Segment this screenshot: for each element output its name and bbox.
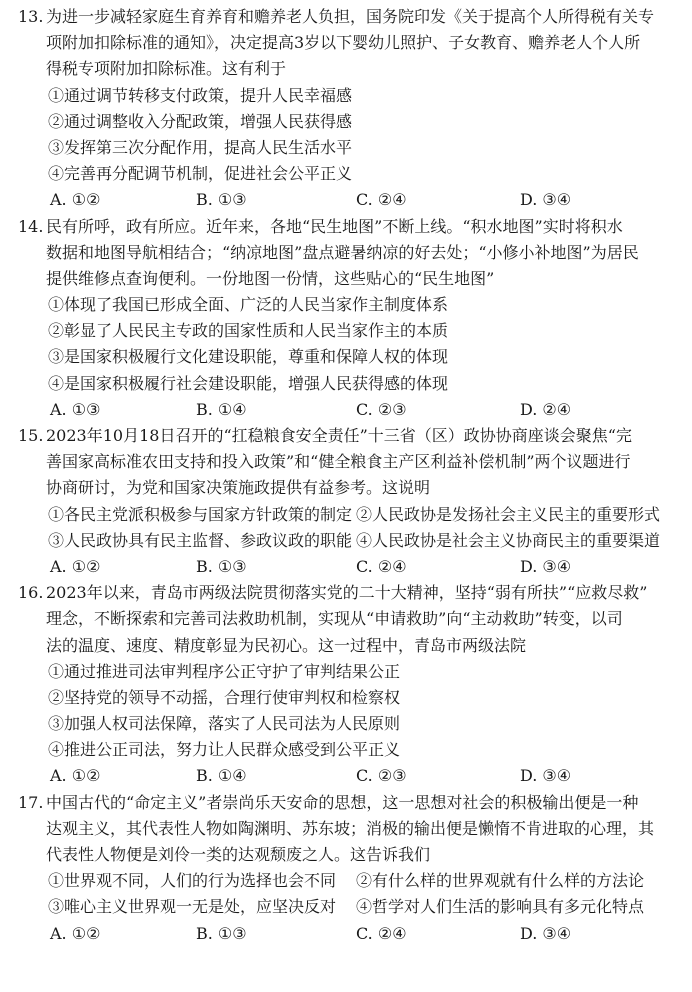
statement-option: ③发挥第三次分配作用，提高人民生活水平 bbox=[48, 137, 353, 157]
answer-choice-c: C. ②④ bbox=[356, 923, 407, 943]
question-stem: 项附加扣除标准的通知》，决定提高3岁以下婴幼儿照护、子女教育、赡养老人个人所 bbox=[46, 33, 641, 53]
question-stem: 提供维修点查询便利。一份地图一份情，这些贴心的“民生地图” bbox=[46, 268, 495, 288]
statement-option: ③唯心主义世界观一无是处，应坚决反对 bbox=[48, 897, 337, 917]
question-stem: 善国家高标准农田支持和投入政策”和“健全粮食主产区利益补偿机制”两个议题进行 bbox=[46, 452, 631, 472]
question-14 bbox=[0, 214, 692, 424]
answer-choice-c: C. ②④ bbox=[356, 190, 407, 210]
statement-option: ②坚持党的领导不动摇，合理行使审判权和检察权 bbox=[48, 687, 401, 707]
answer-choice-a: A. ①② bbox=[50, 190, 101, 210]
answer-choice-d: D. ②④ bbox=[520, 399, 572, 419]
question-stem: 2023年10月18日召开的“扛稳粮食安全责任”十三省（区）政协协商座谈会聚焦“完 bbox=[46, 426, 632, 445]
question-stem: 达观主义，其代表性人物如陶渊明、苏东坡；消极的输出便是懒惰不肯进取的心理，其 bbox=[46, 818, 655, 838]
statement-option: ④推进公正司法，努力让人民群众感受到公平正义 bbox=[48, 740, 401, 760]
answer-choice-c: C. ②③ bbox=[356, 766, 407, 786]
answer-choice-c: C. ②③ bbox=[356, 399, 407, 419]
statement-option: ④完善再分配调节机制，促进社会公平正义 bbox=[48, 164, 353, 184]
answer-choice-b: B. ①③ bbox=[196, 190, 247, 210]
question-number: 15. bbox=[18, 426, 44, 445]
answer-choice-d: D. ③④ bbox=[520, 923, 572, 943]
question-number: 13. bbox=[18, 7, 44, 26]
statement-option: ④人民政协是社会主义协商民主的重要渠道 bbox=[356, 530, 661, 550]
statement-option: ②彰显了人民民主专政的国家性质和人民当家作主的本质 bbox=[48, 321, 449, 341]
question-stem: 为进一步减轻家庭生育养育和赡养老人负担，国务院印发《关于提高个人所得税有关专 bbox=[46, 7, 655, 26]
answer-choice-b: B. ①③ bbox=[196, 923, 247, 943]
question-stem: 代表性人物便是刘伶一类的达观颓废之人。这告诉我们 bbox=[46, 845, 431, 864]
statement-option: ③人民政协具有民主监督、参政议政的职能 bbox=[48, 530, 353, 550]
question-number: 14. bbox=[18, 216, 44, 236]
answer-choice-a: A. ①② bbox=[50, 766, 101, 786]
question-stem: 法的温度、速度、精度彰显为民初心。这一过程中，青岛市两级法院 bbox=[46, 635, 527, 655]
question-stem: 民有所呼，政有所应。近年来，各地“民生地图”不断上线。“积水地图”实时将积水 bbox=[46, 216, 623, 236]
answer-choice-a: A. ①② bbox=[50, 923, 101, 943]
question-number: 17. bbox=[18, 792, 44, 812]
statement-option: ②有什么样的世界观就有什么样的方法论 bbox=[356, 871, 645, 891]
question-15 bbox=[0, 423, 692, 580]
question-stem: 得税专项附加扣除标准。这有利于 bbox=[46, 59, 287, 79]
answer-choice-d: D. ③④ bbox=[520, 766, 572, 786]
statement-option: ④是国家积极履行社会建设职能，增强人民获得感的体现 bbox=[48, 373, 449, 393]
question-16 bbox=[0, 580, 692, 790]
statement-option: ①通过推进司法审判程序公正守护了审判结果公正 bbox=[48, 661, 401, 681]
question-stem: 协商研讨，为党和国家决策施政提供有益参考。这说明 bbox=[46, 478, 431, 498]
statement-option: ②人民政协是发扬社会主义民主的重要形式 bbox=[356, 504, 661, 524]
statement-option: ①体现了我国已形成全面、广泛的人民当家作主制度体系 bbox=[48, 295, 449, 315]
statement-option: ①世界观不同，人们的行为选择也会不同 bbox=[48, 871, 337, 891]
answer-choice-b: B. ①④ bbox=[196, 399, 247, 419]
question-stem: 中国古代的“命定主义”者崇尚乐天安命的思想，这一思想对社会的积极输出便是一种 bbox=[46, 792, 639, 812]
question-13 bbox=[0, 4, 692, 214]
statement-option: ①各民主党派积极参与国家方针政策的制定 bbox=[48, 504, 353, 524]
question-number: 16. bbox=[18, 583, 44, 603]
question-stem: 2023年以来，青岛市两级法院贯彻落实党的二十大精神，坚持“弱有所扶”“应救尽救” bbox=[46, 583, 648, 603]
question-stem: 理念，不断探索和完善司法救助机制，实现从“申请救助”向“主动救助”转变，以司 bbox=[46, 609, 623, 629]
answer-choice-a: A. ①② bbox=[50, 556, 101, 576]
exam-page bbox=[0, 4, 692, 947]
statement-option: ①通过调节转移支付政策，提升人民幸福感 bbox=[48, 85, 353, 105]
answer-choice-d: D. ③④ bbox=[520, 190, 572, 210]
question-17 bbox=[0, 790, 692, 947]
question-stem: 数据和地图导航相结合；“纳凉地图”盘点避暑纳凉的好去处；“小修小补地图”为居民 bbox=[46, 242, 639, 262]
answer-choice-b: B. ①④ bbox=[196, 766, 247, 786]
answer-choice-c: C. ②④ bbox=[356, 556, 407, 576]
answer-choice-b: B. ①③ bbox=[196, 556, 247, 576]
statement-option: ②通过调整收入分配政策，增强人民获得感 bbox=[48, 111, 353, 131]
answer-choice-d: D. ③④ bbox=[520, 556, 572, 576]
statement-option: ③加强人权司法保障，落实了人民司法为人民原则 bbox=[48, 714, 401, 734]
statement-option: ③是国家积极履行文化建设职能，尊重和保障人权的体现 bbox=[48, 347, 449, 367]
statement-option: ④哲学对人们生活的影响具有多元化特点 bbox=[356, 897, 645, 917]
answer-choice-a: A. ①③ bbox=[50, 399, 101, 419]
